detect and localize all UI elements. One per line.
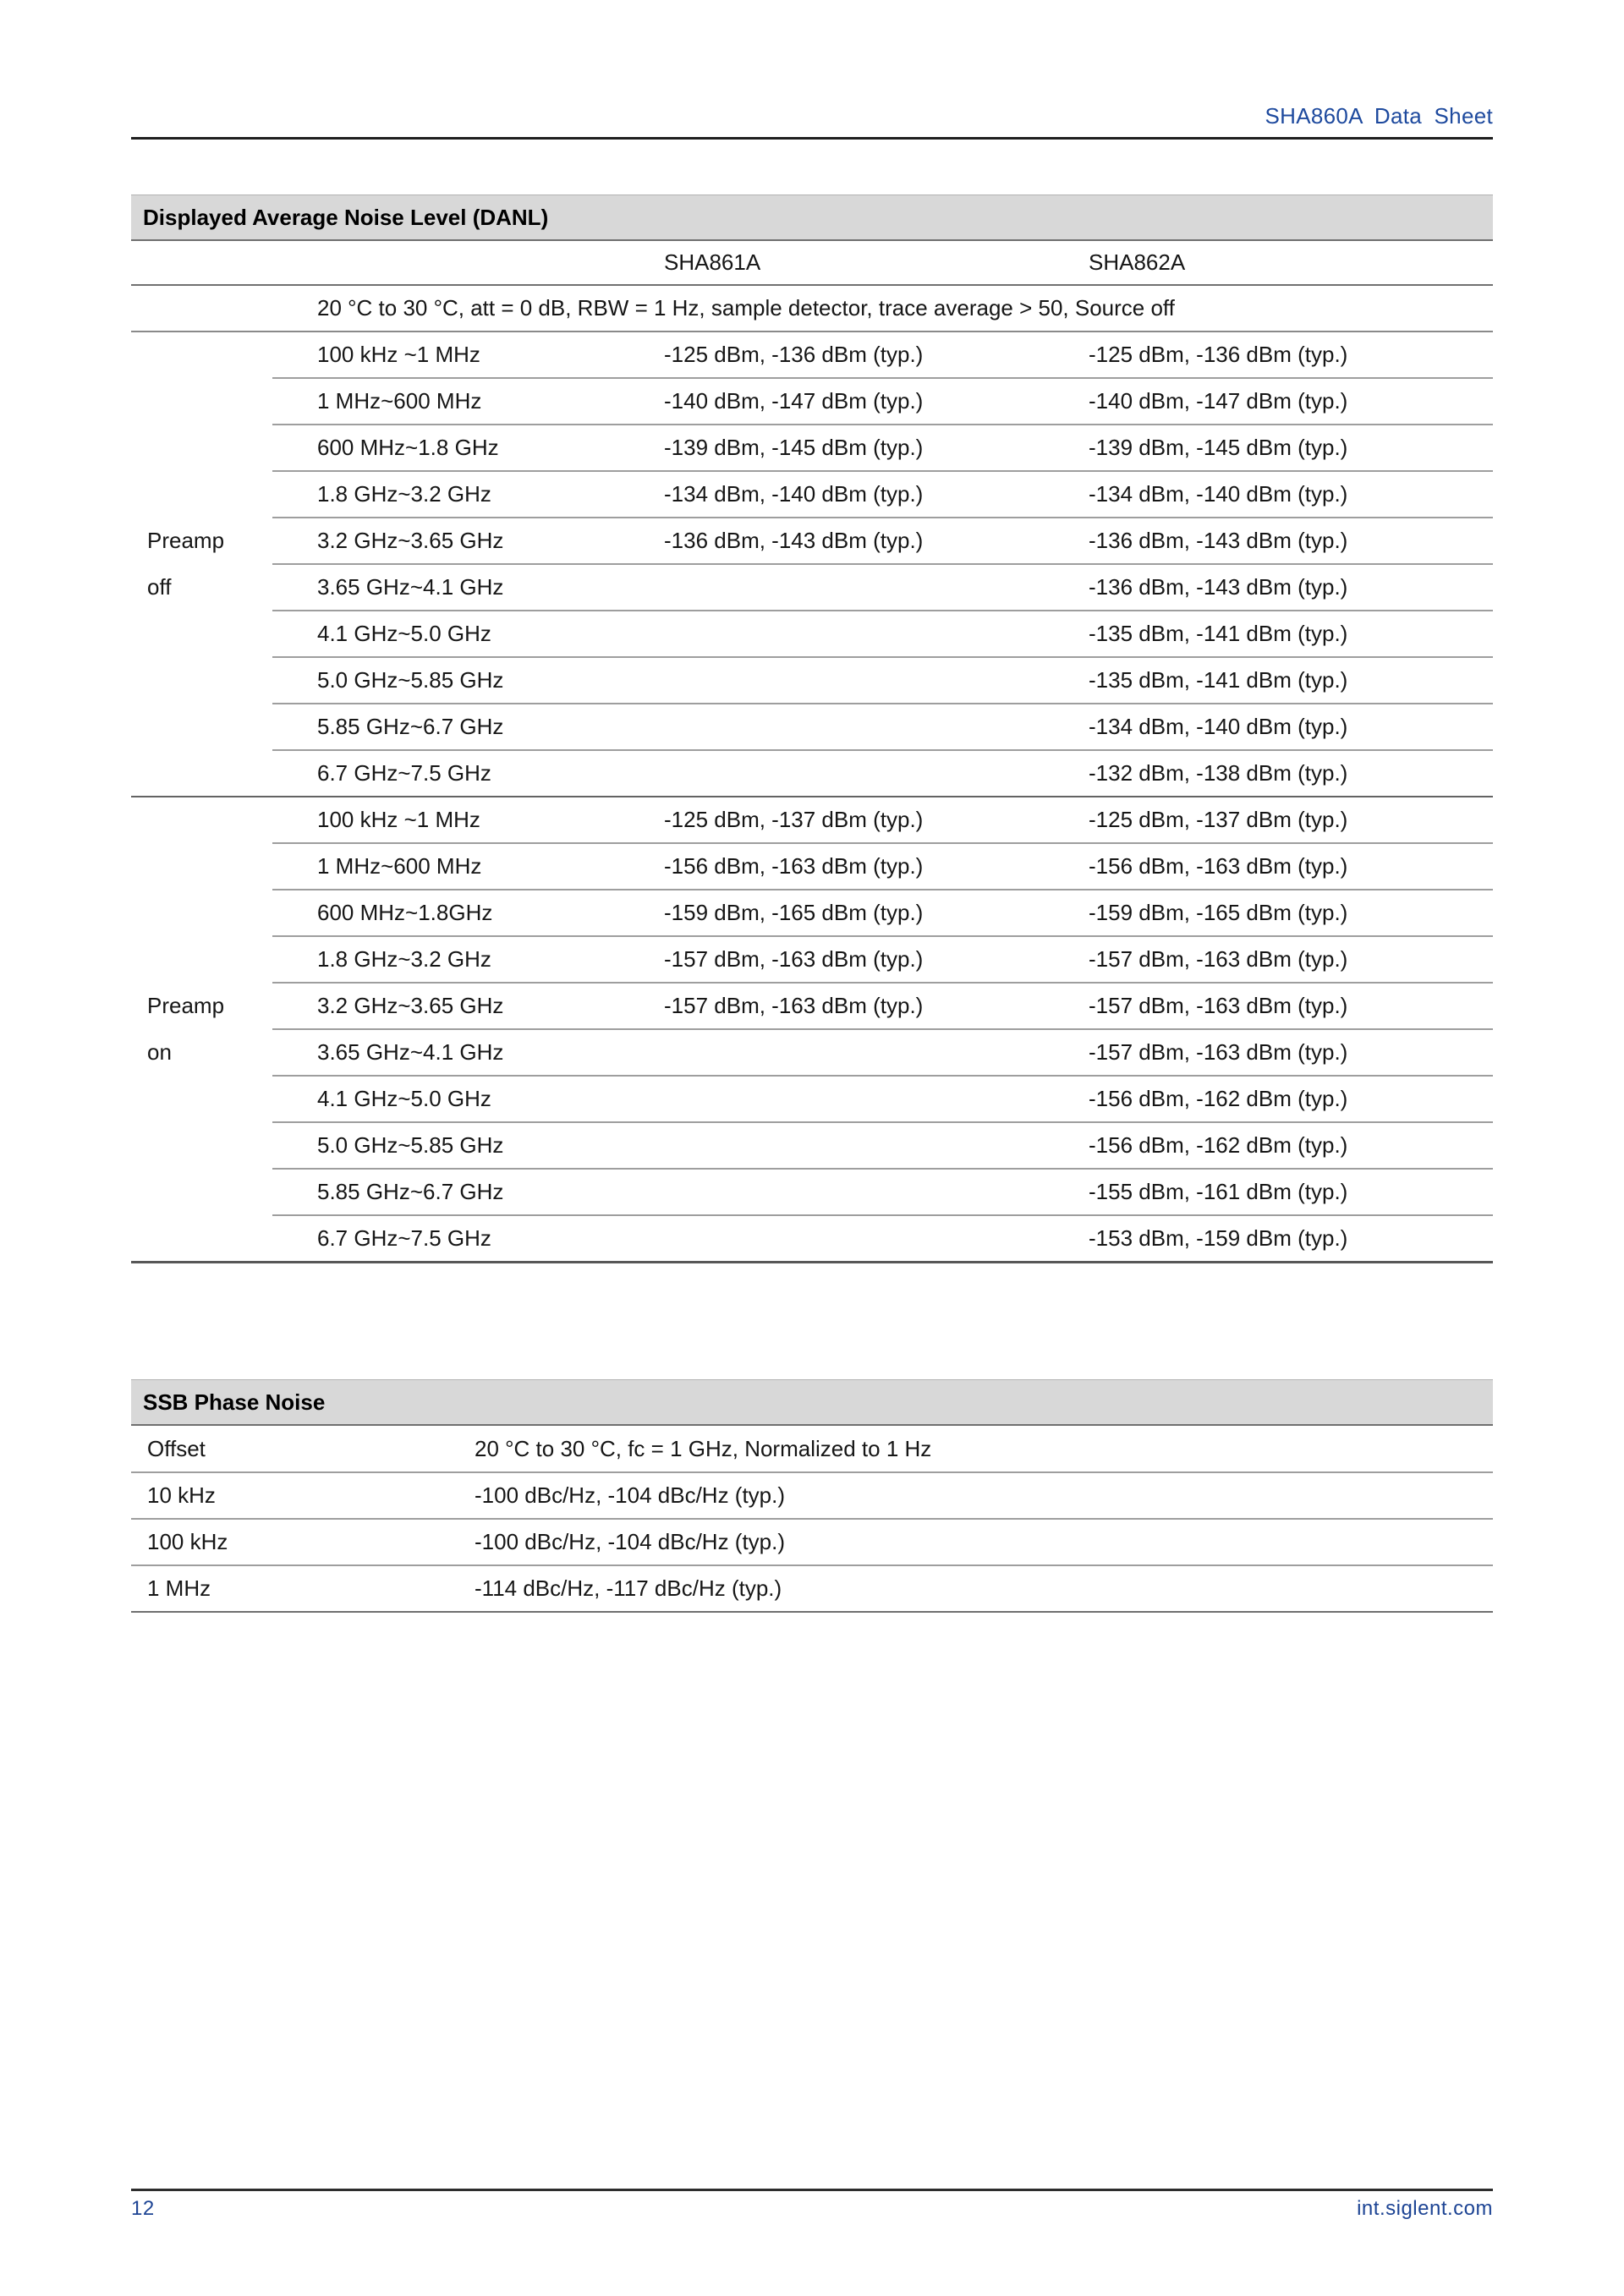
- danl-header-row: [131, 241, 1493, 285]
- danl-row: [131, 1076, 1493, 1122]
- freq-range-cell: 600 MHz~1.8 GHz: [272, 425, 650, 471]
- sha861a-value-cell: [650, 1076, 1074, 1122]
- danl-table: [131, 241, 1493, 1263]
- sha861a-value-cell: [650, 611, 1074, 657]
- ssb-row: [131, 1565, 1493, 1612]
- ssb-title: SSB Phase Noise: [143, 1389, 326, 1415]
- preamp-off-label: [131, 332, 272, 797]
- sha861a-value-cell: [650, 1169, 1074, 1215]
- sha862a-value-cell: -132 dBm, -138 dBm (typ.): [1074, 750, 1493, 797]
- danl-row: [131, 890, 1493, 936]
- danl-title-bar: [131, 195, 1493, 241]
- sha862a-value-cell: -134 dBm, -140 dBm (typ.): [1074, 704, 1493, 750]
- sha861a-value-cell: -134 dBm, -140 dBm (typ.): [650, 471, 1074, 518]
- sha861a-value-cell: [650, 1029, 1074, 1076]
- preamp-label-line2: off: [147, 574, 172, 600]
- freq-range-cell: 5.0 GHz~5.85 GHz: [272, 1122, 650, 1169]
- freq-range-cell: 1 MHz~600 MHz: [272, 378, 650, 425]
- column-header-sha861a: SHA861A: [650, 241, 1074, 285]
- preamp-on-label: [131, 797, 272, 1262]
- sha862a-value-cell: -155 dBm, -161 dBm (typ.): [1074, 1169, 1493, 1215]
- danl-row: [131, 425, 1493, 471]
- doc-header: [131, 103, 1493, 140]
- ssb-offset-label: Offset: [131, 1426, 461, 1472]
- freq-range-cell: 1.8 GHz~3.2 GHz: [272, 936, 650, 983]
- sha861a-value-cell: -159 dBm, -165 dBm (typ.): [650, 890, 1074, 936]
- danl-row: [131, 936, 1493, 983]
- danl-row: [131, 518, 1493, 564]
- ssb-value-cell: -100 dBc/Hz, -104 dBc/Hz (typ.): [461, 1472, 1493, 1519]
- ssb-value-cell: -114 dBc/Hz, -117 dBc/Hz (typ.): [461, 1565, 1493, 1612]
- freq-range-cell: 6.7 GHz~7.5 GHz: [272, 750, 650, 797]
- column-header-sha862a: SHA862A: [1074, 241, 1493, 285]
- danl-header-spacer: [272, 241, 650, 285]
- sha862a-value-cell: -135 dBm, -141 dBm (typ.): [1074, 657, 1493, 704]
- sha862a-value-cell: -156 dBm, -163 dBm (typ.): [1074, 843, 1493, 890]
- preamp-label-line1: Preamp: [147, 528, 225, 553]
- sha862a-value-cell: -157 dBm, -163 dBm (typ.): [1074, 936, 1493, 983]
- sha861a-value-cell: -157 dBm, -163 dBm (typ.): [650, 983, 1074, 1029]
- sha862a-value-cell: -125 dBm, -136 dBm (typ.): [1074, 332, 1493, 378]
- ssb-row: [131, 1472, 1493, 1519]
- preamp-label-line2: on: [147, 1038, 172, 1065]
- sha862a-value-cell: -159 dBm, -165 dBm (typ.): [1074, 890, 1493, 936]
- danl-row: [131, 1029, 1493, 1076]
- danl-condition-text: 20 °C to 30 °C, att = 0 dB, RBW = 1 Hz, sample detector, trace average > 50, Source off: [272, 285, 1493, 332]
- sha861a-value-cell: -125 dBm, -136 dBm (typ.): [650, 332, 1074, 378]
- freq-range-cell: 4.1 GHz~5.0 GHz: [272, 1076, 650, 1122]
- ssb-condition-text: 20 °C to 30 °C, fc = 1 GHz, Normalized to 1 Hz: [461, 1426, 1493, 1472]
- ssb-offset-label: 10 kHz: [131, 1472, 461, 1519]
- danl-row: [131, 471, 1493, 518]
- sha861a-value-cell: -157 dBm, -163 dBm (typ.): [650, 936, 1074, 983]
- sha862a-value-cell: -136 dBm, -143 dBm (typ.): [1074, 564, 1493, 611]
- freq-range-cell: 4.1 GHz~5.0 GHz: [272, 611, 650, 657]
- danl-row: [131, 1169, 1493, 1215]
- freq-range-cell: 1 MHz~600 MHz: [272, 843, 650, 890]
- sha862a-value-cell: -140 dBm, -147 dBm (typ.): [1074, 378, 1493, 425]
- website-link[interactable]: int.siglent.com: [1357, 2197, 1493, 2220]
- freq-range-cell: 3.65 GHz~4.1 GHz: [272, 564, 650, 611]
- sha862a-value-cell: -136 dBm, -143 dBm (typ.): [1074, 518, 1493, 564]
- danl-row: [131, 1122, 1493, 1169]
- doc-footer: [131, 2189, 1493, 2221]
- danl-row: [131, 611, 1493, 657]
- sha861a-value-cell: -156 dBm, -163 dBm (typ.): [650, 843, 1074, 890]
- sha862a-value-cell: -156 dBm, -162 dBm (typ.): [1074, 1122, 1493, 1169]
- freq-range-cell: 3.65 GHz~4.1 GHz: [272, 1029, 650, 1076]
- danl-condition-spacer: [131, 285, 272, 332]
- page-number: 12: [131, 2197, 155, 2220]
- sha861a-value-cell: -140 dBm, -147 dBm (typ.): [650, 378, 1074, 425]
- ssb-value-cell: -100 dBc/Hz, -104 dBc/Hz (typ.): [461, 1519, 1493, 1565]
- ssb-offset-label: 1 MHz: [131, 1565, 461, 1612]
- danl-row: [131, 797, 1493, 843]
- sha861a-value-cell: -139 dBm, -145 dBm (typ.): [650, 425, 1074, 471]
- danl-row: [131, 378, 1493, 425]
- sha862a-value-cell: -134 dBm, -140 dBm (typ.): [1074, 471, 1493, 518]
- sha861a-value-cell: [650, 704, 1074, 750]
- danl-row: [131, 750, 1493, 797]
- danl-row: [131, 332, 1493, 378]
- danl-header-spacer: [131, 241, 272, 285]
- sha861a-value-cell: [650, 1215, 1074, 1262]
- danl-row: [131, 1215, 1493, 1262]
- freq-range-cell: 5.85 GHz~6.7 GHz: [272, 1169, 650, 1215]
- sha861a-value-cell: [650, 564, 1074, 611]
- freq-range-cell: 3.2 GHz~3.65 GHz: [272, 983, 650, 1029]
- sha861a-value-cell: [650, 1122, 1074, 1169]
- danl-row: [131, 704, 1493, 750]
- sha862a-value-cell: -153 dBm, -159 dBm (typ.): [1074, 1215, 1493, 1262]
- sha862a-value-cell: -125 dBm, -137 dBm (typ.): [1074, 797, 1493, 843]
- sha862a-value-cell: -156 dBm, -162 dBm (typ.): [1074, 1076, 1493, 1122]
- danl-row: [131, 657, 1493, 704]
- freq-range-cell: 100 kHz ~1 MHz: [272, 797, 650, 843]
- ssb-title-bar: [131, 1379, 1493, 1426]
- freq-range-cell: 6.7 GHz~7.5 GHz: [272, 1215, 650, 1262]
- sha862a-value-cell: -157 dBm, -163 dBm (typ.): [1074, 983, 1493, 1029]
- freq-range-cell: 1.8 GHz~3.2 GHz: [272, 471, 650, 518]
- ssb-table: [131, 1426, 1493, 1613]
- freq-range-cell: 5.85 GHz~6.7 GHz: [272, 704, 650, 750]
- freq-range-cell: 5.0 GHz~5.85 GHz: [272, 657, 650, 704]
- sha862a-value-cell: -157 dBm, -163 dBm (typ.): [1074, 1029, 1493, 1076]
- freq-range-cell: 600 MHz~1.8GHz: [272, 890, 650, 936]
- sha861a-value-cell: [650, 657, 1074, 704]
- ssb-row: [131, 1519, 1493, 1565]
- ssb-offset-label: 100 kHz: [131, 1519, 461, 1565]
- danl-row: [131, 843, 1493, 890]
- sha861a-value-cell: [650, 750, 1074, 797]
- freq-range-cell: 100 kHz ~1 MHz: [272, 332, 650, 378]
- danl-condition-row: [131, 285, 1493, 332]
- sha861a-value-cell: -125 dBm, -137 dBm (typ.): [650, 797, 1074, 843]
- danl-row: [131, 564, 1493, 611]
- ssb-section: [131, 1379, 1493, 1613]
- danl-row: [131, 983, 1493, 1029]
- sha861a-value-cell: -136 dBm, -143 dBm (typ.): [650, 518, 1074, 564]
- sha862a-value-cell: -139 dBm, -145 dBm (typ.): [1074, 425, 1493, 471]
- danl-title: Displayed Average Noise Level (DANL): [143, 204, 549, 230]
- preamp-label-line1: Preamp: [147, 992, 225, 1018]
- sha862a-value-cell: -135 dBm, -141 dBm (typ.): [1074, 611, 1493, 657]
- freq-range-cell: 3.2 GHz~3.65 GHz: [272, 518, 650, 564]
- danl-section: [131, 195, 1493, 1263]
- doc-title: SHA860A Data Sheet: [1265, 103, 1493, 129]
- ssb-row: [131, 1426, 1493, 1472]
